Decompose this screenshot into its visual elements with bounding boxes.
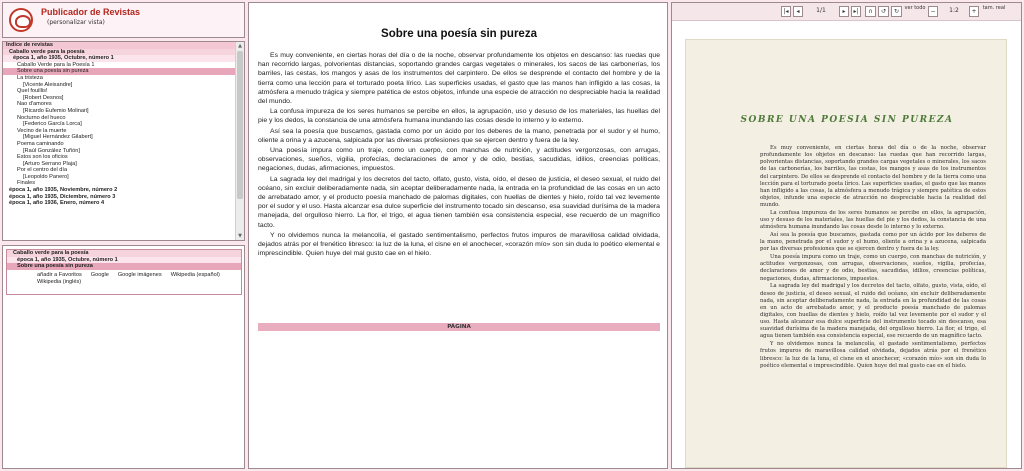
index-more-issues (3, 187, 236, 207)
detail-magazine[interactable]: Caballo verde para la poesía (7, 250, 241, 257)
viewer-toolbar (672, 3, 1021, 21)
article-paragraph: Así sea la poesía que buscamos, gastada como por un ácido por los deberes de la mano, penetrada por el sudor y el humo, oliente a orina y a azucena, salpicada por las diversas profesiones que se ejercen dentro y fuera de la ley. (258, 127, 660, 144)
journal-logo-icon[interactable] (9, 8, 33, 32)
scan-paragraph: Así sea la poesía que buscamos, gastada como por un ácido por los deberes de la mano, penetrada por el sudor y el humo, oliente a orina y a azucena, salpicada por las diversas profesiones que se ejercen dentro y fuera de la ley. (760, 232, 986, 253)
article-detail-box (6, 249, 242, 295)
page-indicator: 1/1 (816, 7, 826, 14)
scan-body (760, 145, 986, 370)
scroll-thumb[interactable] (237, 51, 243, 199)
article-title: Sobre una poesía sin pureza (381, 28, 537, 40)
scroll-up-icon[interactable]: ▲ (238, 43, 242, 49)
zoom-value: 1:2 (949, 7, 959, 14)
index-article-item[interactable]: Nocturno del hueco (17, 114, 66, 121)
index-issue-item[interactable]: época 1, año 1936, Enero, número 4 (9, 200, 105, 207)
scanned-page[interactable] (685, 39, 1007, 468)
google-link[interactable]: Google (90, 271, 109, 278)
first-page-icon[interactable]: |◂ (781, 6, 791, 17)
index-author-item[interactable]: [Federico García Lorca] (23, 121, 82, 128)
article-paragraph: La confusa impureza de los seres humanos se percibe en ellos, la agrupación, uso y desuso de los materiales, las huellas del pie y los dedos, la constancia de una atmósfera humana inundando las cosas desde lo interno y lo externo. (258, 108, 660, 125)
real-size-button[interactable]: tam. real (982, 5, 1006, 11)
personalize-view-link[interactable]: (personalizar vista) (47, 19, 105, 26)
index-article-item[interactable]: La tristeza (17, 74, 43, 81)
index-issue[interactable]: época 1, año 1935, Octubre, número 1 (3, 55, 236, 62)
scan-paragraph: Y no olvidemos nunca la melancolía, el gastado sentimentalismo, perfectos frutos impuros de maravillosa calidad olvidada, dejados atrás por el frenético libresco: la luz de la luna, el cisne en el anochecer, «corazón mío» son sin duda lo poético elemental e imprescindible. Quien huye del mal gusto cae en el hielo. (760, 341, 986, 369)
article-detail-panel (2, 245, 245, 469)
google-images-link[interactable]: Google imágenes (117, 271, 162, 278)
index-author-item[interactable]: [Ricardo Eufemio Molinari] (23, 107, 89, 114)
article-paragraph: Y no olvidemos nunca la melancolía, el gastado sentimentalismo, perfectos frutos impuros de maravillosa calidad olvidada, dejados atrás por el frenético libresco: la luz de la luna, el cisne en el anochecer, «corazón mío» son sin duda lo poético elemental e imprescindible. Quien huye del mal gusto cae en el hielo. (258, 231, 660, 258)
scan-paragraph: La confusa impureza de los seres humanos se percibe en ellos, la agrupación, uso y desuso de los materiales, las huellas del pie y los dedos, la constancia de una atmósfera humana inundando las cosas desde lo interno y lo externo. (760, 210, 986, 231)
rotate-left-icon[interactable]: ↺ (878, 6, 889, 17)
scan-title: SOBRE UNA POESIA SIN PUREZA (740, 115, 954, 125)
detail-links-2 (7, 279, 241, 285)
app-header (2, 2, 245, 38)
index-issue-item[interactable]: época 1, año 1935, Diciembre, número 3 (9, 193, 116, 200)
index-article-item[interactable]: Por el centro del día (17, 167, 68, 174)
scan-paragraph: La sagrada ley del madrigal y los decretos del tacto, olfato, gusto, vista, oído, el deseo de justicia, el deseo sexual, el ruido del océano, sin excluir deliberadamente nada, sin aceptar deliberadamente nada, la entrada en la profundidad de las cosas en un acto de arrebatado amor, y el producto poesía manchado de palomas digitales, con huellas de dientes y hielo, roído tal vez levemente por el sudor y el uso. Hasta alcanzar esa dulce superficie del instrumento tocado sin descanso, esa suavidad durísima de la madera manejada, del orgulloso hierro. La flor, el trigo, el agua tienen también esa consistencia especial, ese recuerdo de un magnífico tacto. (760, 283, 986, 340)
view-all-button[interactable]: ver todo (904, 5, 926, 11)
next-page-icon[interactable]: ▸ (839, 6, 849, 17)
prev-page-icon[interactable]: ◂ (793, 6, 803, 17)
index-author-item[interactable]: [Vicente Aleixandre] (23, 81, 73, 88)
article-paragraph: La sagrada ley del madrigal y los decretos del tacto, olfato, gusto, vista, oído, el deseo de justicia, el deseo sexual, el ruido del océano, sin excluir deliberadamente nada, sin aceptar deliberadamente nada, la entrada en la profundidad de las cosas en un acto de arrebatado amor, y el producto poesía manchado de palomas digitales, con huellas de dientes y hielo, roído tal vez levemente por el sudor y el uso. Hasta alcanzar esa dulce superficie del instrumento tocado sin descanso, esa suavidad durísima de la madera manejada, del orgulloso hierro. La flor, el trigo, el agua tienen también esa consistencia especial, ese recuerdo de un magnífico tacto. (258, 175, 660, 229)
article-panel (248, 2, 668, 469)
article-paragraph: Una poesía impura como un traje, como un cuerpo, con manchas de nutrición, y actitudes vergonzosas, con arrugas, observaciones, sueños, vigilia, profecías, declaraciones de amor y de odio, bestias, sacudidas, idilios, creencias políticas, negaciones, dudas, afirmaciones, impuestos. (258, 147, 660, 173)
scan-paragraph: Es muy conveniente, en ciertas horas del día o de la noche, observar profundamente los objetos en descanso: las ruedas que han recorrido largas, polvorientas distancias, soportando grandes cargas vegetales o minerales, los sacos de las carbonerías, los barriles, las cestas, los mangos y asas de los instrumentos del carpintero. De ellos se desprende el contacto del hombre y de la tierra como una lección para el torturado poeta lírico. Las superficies usadas, el gasto que las manos han infligido a las cosas, la atmósfera a menudo trágica y siempre patética de estos objetos, infunde una especie de atracción no despreciable hacia la realidad del mundo. (760, 145, 986, 209)
index-author-item[interactable]: [Robert Desnos] (23, 94, 64, 101)
index-heading: Índice de revistas (3, 42, 236, 49)
index-magazine[interactable]: Caballo verde para la poesía (3, 49, 236, 56)
index-article-item[interactable]: Estos son los oficios (17, 154, 68, 161)
index-items (3, 62, 236, 187)
app-title[interactable]: Publicador de Revistas (41, 7, 141, 17)
detail-article[interactable]: Sobre una poesía sin pureza (7, 263, 241, 270)
index-article-item[interactable]: Nao d'amores (17, 101, 52, 108)
index-article-item[interactable]: Poema caminando (17, 140, 64, 147)
index-author-item[interactable]: [Miguel Hernández Gilabert] (23, 134, 93, 141)
index-tree (3, 42, 236, 240)
index-author-item[interactable]: [Raúl González Tuñón] (23, 147, 80, 154)
detail-issue[interactable]: época 1, año 1935, Octubre, número 1 (7, 257, 241, 264)
zoom-in-icon[interactable]: + (969, 6, 979, 17)
index-issue-item[interactable]: época 1, año 1935, Noviembre, número 2 (9, 187, 118, 194)
index-article-item[interactable]: Caballo Verde para la Poesía 1 (17, 61, 95, 68)
index-scrollbar[interactable] (235, 42, 244, 240)
wikipedia-es-link[interactable]: Wikipedia (español) (170, 271, 220, 278)
last-page-icon[interactable]: ▸| (851, 6, 861, 17)
article-body (258, 51, 660, 259)
detail-links (7, 272, 241, 278)
index-article-item[interactable]: Vecino de la muerte (17, 127, 67, 134)
pagina-button[interactable]: PÁGINA (258, 323, 660, 331)
index-article-item[interactable]: Sobre una poesía sin pureza (3, 68, 236, 75)
index-article-item[interactable]: Quel fouillis! (17, 88, 48, 95)
scan-paragraph: Una poesía impura como un traje, como un cuerpo, con manchas de nutrición, y actitudes vergonzosas, con arrugas, observaciones, sueños, vigilia, profecías, declaraciones de amor y de odio, bestias, sacudidas, idilios, creencias políticas, negaciones, dudas, afirmaciones, impuestos. (760, 254, 986, 282)
article-paragraph: Es muy conveniente, en ciertas horas del día o de la noche, observar profundamente los objetos en descanso: las ruedas que han recorrido largas, polvorientas distancias, soportando grandes cargas vegetales o minerales, los sacos de las carbonerías, los barriles, las cestas, los mangos y asas de los instrumentos del carpintero. De ellos se desprende el contacto del hombre y de la tierra como una lección para el torturado poeta lírico. Las superficies usadas, el gasto que las manos han infligido a las cosas, la atmósfera a menudo trágica y siempre patética de estos objetos, infunde una especie de atracción no despreciable hacia la realidad del mundo. (258, 52, 660, 106)
zoom-out-icon[interactable]: − (928, 6, 938, 17)
index-author-item[interactable]: [Arturo Serrano Plaja] (23, 160, 77, 167)
add-favorites-link[interactable]: añadir a Favoritos (37, 271, 82, 278)
page-viewer-panel (671, 2, 1022, 469)
magazine-index-panel (2, 41, 245, 241)
rotate-right-icon[interactable]: ↻ (891, 6, 902, 17)
headphones-icon[interactable]: ∩ (865, 6, 876, 17)
index-article-item[interactable]: Finales (17, 180, 36, 187)
scroll-down-icon[interactable]: ▼ (238, 233, 242, 239)
wikipedia-en-link[interactable]: Wikipedia (inglés) (37, 278, 82, 285)
index-author-item[interactable]: [Leopoldo Panero] (23, 173, 69, 180)
